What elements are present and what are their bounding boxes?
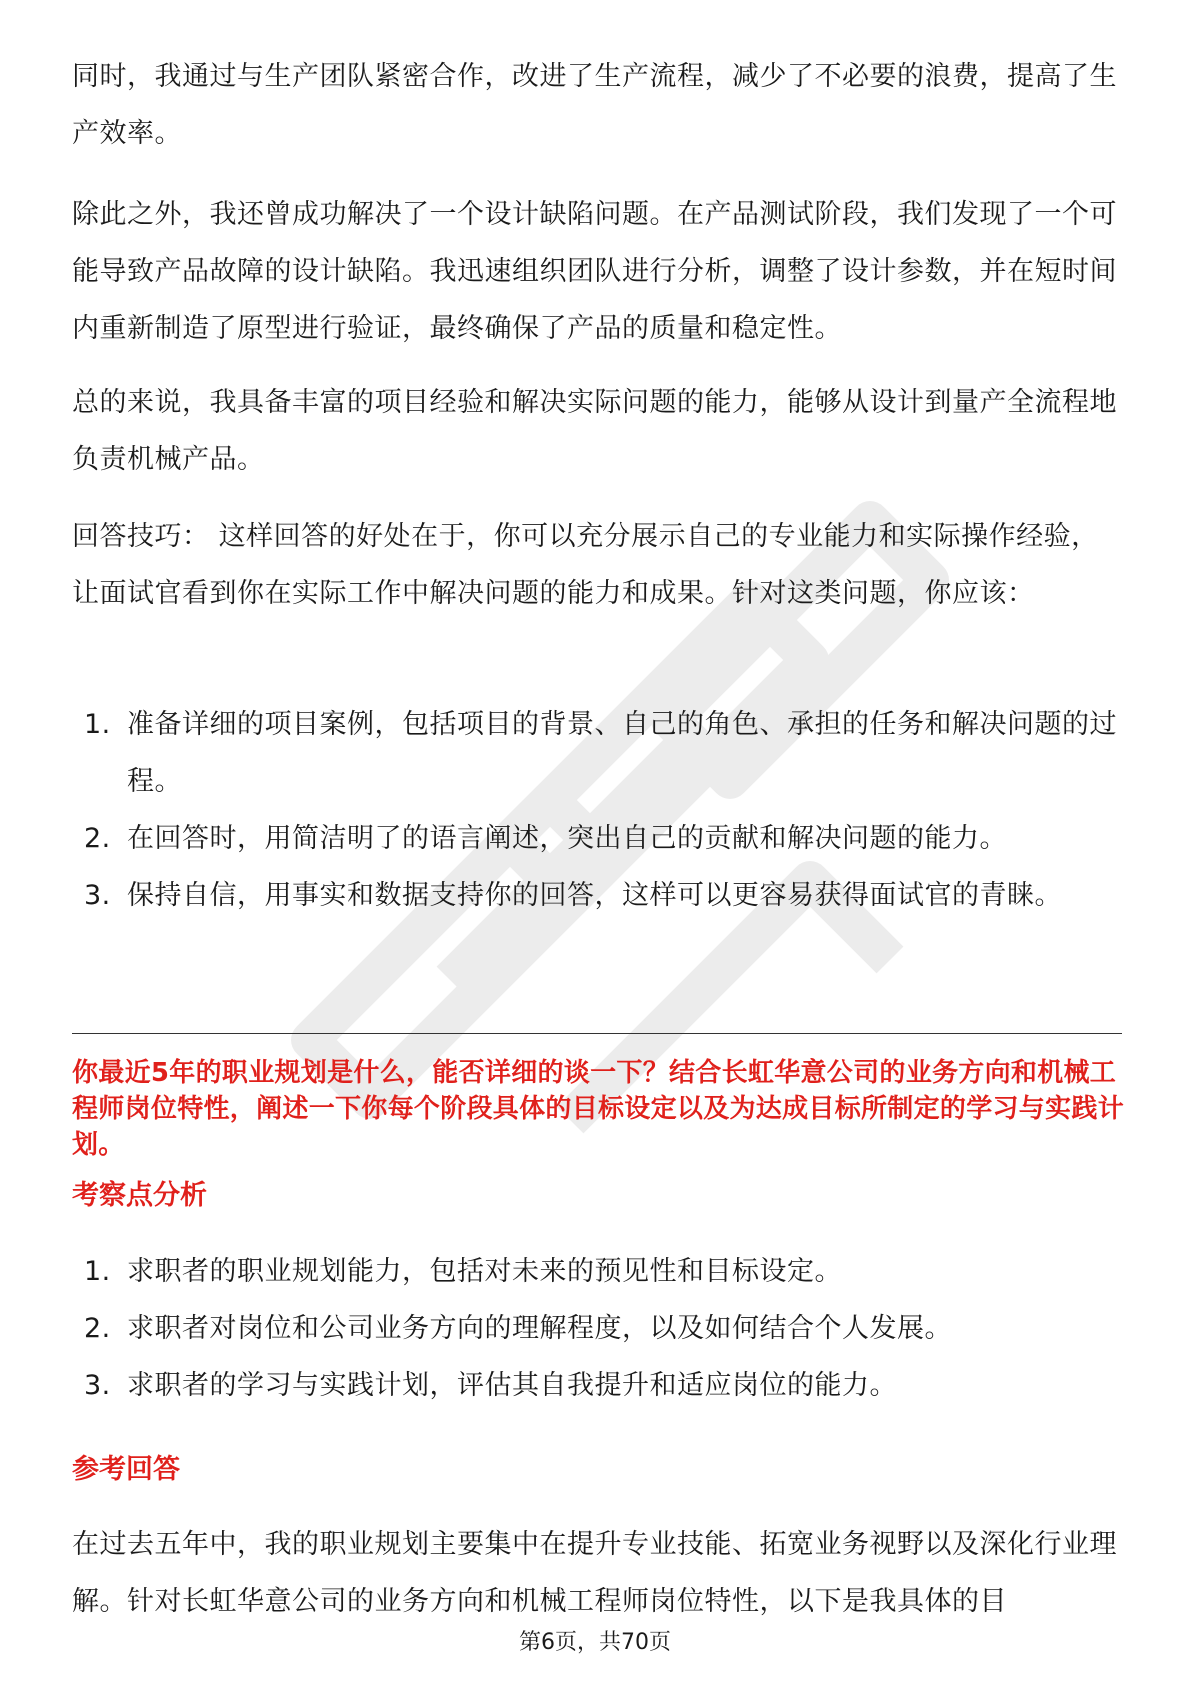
analysis-title: 考察点分析 bbox=[72, 1180, 207, 1211]
list-item-text: 求职者对岗位和公司业务方向的理解程度，以及如何结合个人发展。 bbox=[127, 1313, 952, 1344]
list-item-text: 求职者的职业规划能力，包括对未来的预见性和目标设定。 bbox=[127, 1256, 842, 1287]
list-item-text: 在回答时，用简洁明了的语言阐述，突出自己的贡献和解决问题的能力。 bbox=[127, 823, 1007, 854]
answer-title: 参考回答 bbox=[72, 1454, 180, 1485]
page-number: 第6页，共70页 bbox=[519, 1630, 671, 1655]
section-divider bbox=[72, 1033, 1122, 1034]
list-item bbox=[72, 1357, 1122, 1414]
list-item bbox=[72, 867, 1122, 924]
paragraph-production: 同时，我通过与生产团队紧密合作，改进了生产流程，减少了不必要的浪费，提高了生产效率。 bbox=[72, 61, 1117, 149]
list-item-text: 保持自信，用事实和数据支持你的回答，这样可以更容易获得面试官的青睐。 bbox=[127, 880, 1062, 911]
list-item-text: 求职者的学习与实践计划，评估其自我提升和适应岗位的能力。 bbox=[127, 1370, 897, 1401]
list-number: 2. bbox=[84, 1313, 111, 1344]
list-number: 2. bbox=[84, 823, 111, 854]
list-number: 3. bbox=[84, 880, 111, 911]
paragraph-design-defect: 除此之外，我还曾成功解决了一个设计缺陷问题。在产品测试阶段，我们发现了一个可能导致产品故障的设计缺陷。我迅速组织团队进行分析，调整了设计参数，并在短时间内重新制造了原型进行验证，最终确保了产品的质量和稳定性。 bbox=[72, 199, 1117, 344]
paragraph-answer-tips: 回答技巧： 这样回答的好处在于，你可以充分展示自己的专业能力和实际操作经验，让面试官看到你在实际工作中解决问题的能力和成果。针对这类问题，你应该： bbox=[72, 521, 1099, 609]
list-item bbox=[72, 1243, 1122, 1300]
list-item bbox=[72, 696, 1122, 810]
list-item-text: 准备详细的项目案例，包括项目的背景、自己的角色、承担的任务和解决问题的过程。 bbox=[127, 709, 1117, 797]
paragraph-summary: 总的来说，我具备丰富的项目经验和解决实际问题的能力，能够从设计到量产全流程地负责机械产品。 bbox=[72, 387, 1117, 475]
interview-question: 你最近5年的职业规划是什么，能否详细的谈一下？结合长虹华意公司的业务方向和机械工程师岗位特性，阐述一下你每个阶段具体的目标设定以及为达成目标所制定的学习与实践计划。 bbox=[72, 1058, 1125, 1160]
list-number: 3. bbox=[84, 1370, 111, 1401]
list-number: 1. bbox=[84, 709, 111, 740]
list-number: 1. bbox=[84, 1256, 111, 1287]
paragraph-reference-answer: 在过去五年中，我的职业规划主要集中在提升专业技能、拓宽业务视野以及深化行业理解。针对长虹华意公司的业务方向和机械工程师岗位特性，以下是我具体的目 bbox=[72, 1529, 1117, 1617]
list-item bbox=[72, 1300, 1122, 1357]
analysis-list bbox=[72, 1243, 1122, 1414]
list-item bbox=[72, 810, 1122, 867]
tips-list bbox=[72, 696, 1122, 924]
